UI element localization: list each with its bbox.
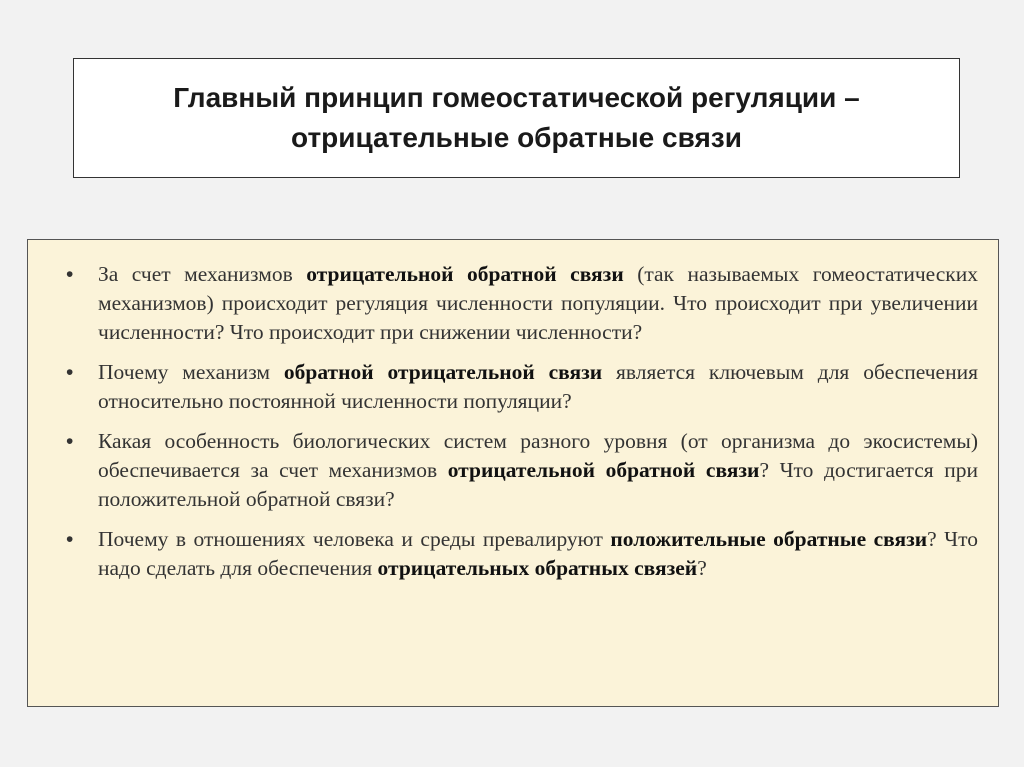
bullet-text: За счет механизмов xyxy=(98,262,307,286)
bullet-dot-icon: • xyxy=(66,263,74,286)
bullet-item xyxy=(66,358,978,416)
slide-title-line-2: отрицательные обратные связи xyxy=(291,122,742,153)
bullet-item xyxy=(66,427,978,514)
bullet-emphasis-text: отрицательной обратной связи xyxy=(447,458,760,482)
bullet-emphasis-text: отрицательных обратных связей xyxy=(377,556,698,580)
bullet-text: (так называемых гомеостатических механизмов) происходит регуляция численности популяции. Что происходит при увеличении численности? Что происходит при снижении численности? xyxy=(98,262,978,344)
bullet-dot-icon: • xyxy=(66,528,74,551)
slide-title-line-1: Главный принцип гомеостатической регуляции – xyxy=(173,82,860,113)
bullet-text: ? Что надо сделать для обеспечения xyxy=(98,527,978,580)
bullet-text: Какая особенность биологических систем разного уровня (от организма до экосистемы) обеспечивается за счет механизмов xyxy=(98,429,978,482)
bullet-text: Почему механизм xyxy=(98,360,284,384)
bullet-item xyxy=(66,260,978,347)
content-box xyxy=(27,239,999,707)
bullet-emphasis-text: обратной отрицательной связи xyxy=(283,360,603,384)
bullet-dot-icon: • xyxy=(66,430,74,453)
bullet-emphasis-text: положительные обратные связи xyxy=(610,527,928,551)
bullet-list xyxy=(66,260,978,583)
bullet-dot-icon: • xyxy=(66,361,74,384)
bullet-text: является ключевым для обеспечения относительно постоянной численности популяции? xyxy=(98,360,978,413)
bullet-emphasis-text: отрицательной обратной связи xyxy=(306,262,624,286)
title-box xyxy=(73,58,960,178)
bullet-text: Почему в отношениях человека и среды превалируют xyxy=(98,527,611,551)
bullet-text: ? xyxy=(697,556,707,580)
bullet-item xyxy=(66,525,978,583)
slide-title xyxy=(173,78,859,158)
bullet-text: ? Что достигается при положительной обратной связи? xyxy=(98,458,978,511)
